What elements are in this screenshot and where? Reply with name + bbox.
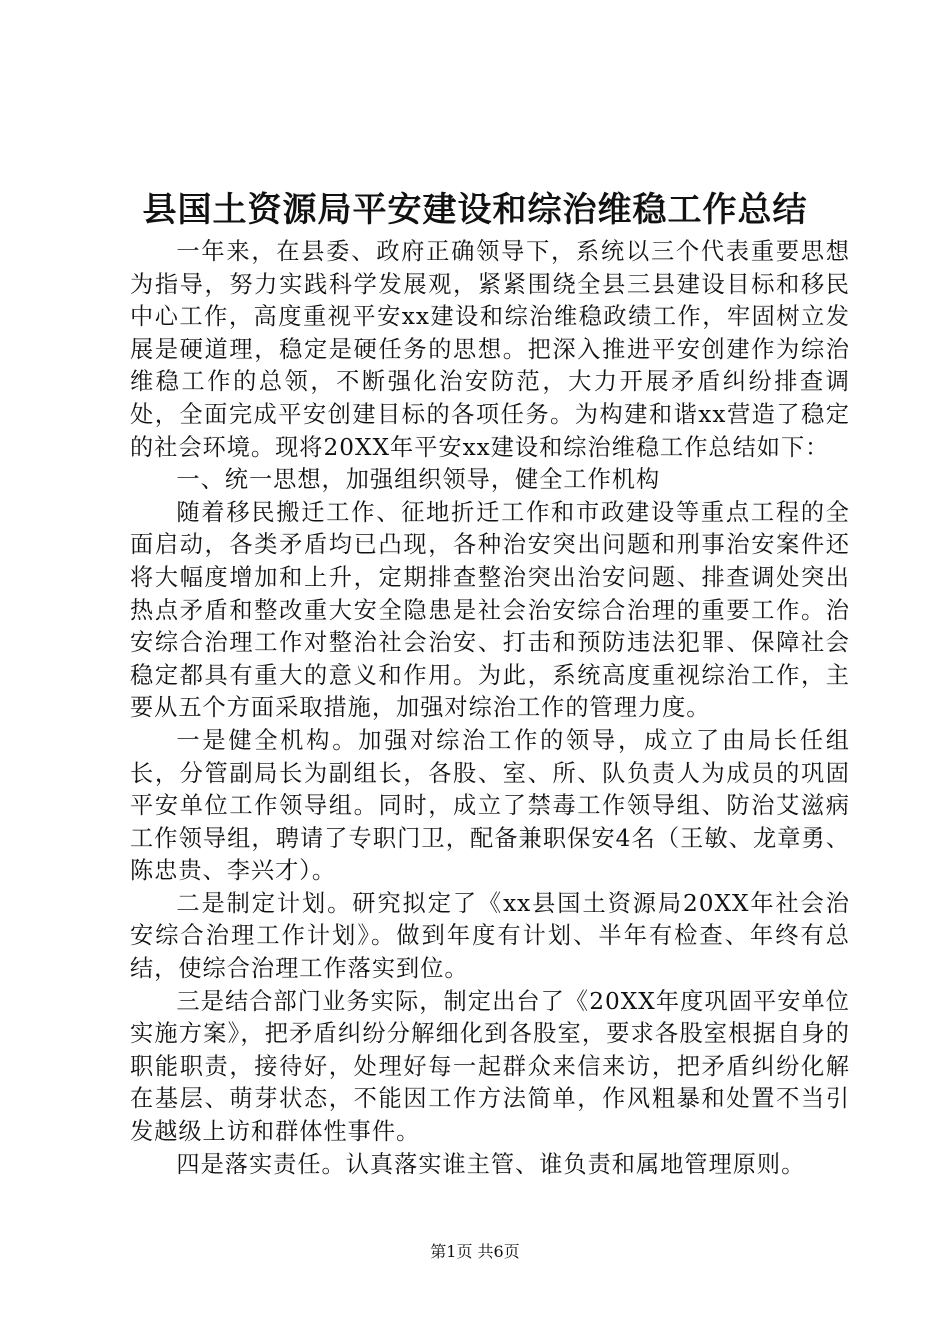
paragraph-background: 随着移民搬迁工作、征地折迁工作和市政建设等重点工程的全面启动，各类矛盾均已凸现，各种治安突出问题和刑事治安案件还将大幅度增加和上升，定期排查整治突出治安问题、排查调处突出热点矛盾和整改重大安全隐患是社会治安综合治理的重要工作。治安综合治理工作对整治社会治安、打击和预防违法犯罪、保障社会稳定都具有重大的意义和作用。为此，系统高度重视综治工作，主要从五个方面采取措施，加强对综治工作的管理力度。 <box>130 498 850 722</box>
paragraph-measure-3: 三是结合部门业务实际，制定出台了《20XX年度巩固平安单位实施方案》，把矛盾纠纷分解细化到各股室，要求各股室根据自身的职能职责，接待好，处理好每一起群众来信来访，把矛盾纠纷化解在基层、萌芽状态，不能因工作方法简单，作风粗暴和处置不当引发越级上访和群体性事件。 <box>130 987 850 1146</box>
paragraph-measure-4: 四是落实责任。认真落实谁主管、谁负责和属地管理原则。 <box>176 1150 806 1178</box>
paragraph-measure-1: 一是健全机构。加强对综治工作的领导，成立了由局长任组长，分管副局长为副组长，各股、室、所、队负责人为成员的巩固平安单位工作领导组。同时，成立了禁毒工作领导组、防治艾滋病工作领导组，聘请了专职门卫，配备兼职保安4名（王敏、龙章勇、陈忠贵、李兴才）。 <box>130 726 850 885</box>
document-body <box>130 236 850 1181</box>
section-heading-1: 一、统一思想，加强组织领导，健全工作机构 <box>176 466 661 494</box>
paragraph-intro: 一年来，在县委、政府正确领导下，系统以三个代表重要思想为指导，努力实践科学发展观，紧紧围绕全县三县建设目标和移民中心工作，高度重视平安xx建设和综治维稳政绩工作，牢固树立发展是硬道理，稳定是硬任务的思想。把深入推进平安创建作为综治维稳工作的总领，不断强化治安防范，大力开展矛盾纠纷排查调处，全面完成平安创建目标的各项任务。为构建和谐xx营造了稳定的社会环境。现将20XX年平安xx建设和综治维稳工作总结如下： <box>130 238 850 461</box>
page-footer: 第1页 共6页 <box>430 1242 520 1261</box>
paragraph-measure-2: 二是制定计划。研究拟定了《xx县国土资源局20XX年社会治安综合治理工作计划》。做到年度有计划、半年有检查、年终有总结，使综合治理工作落实到位。 <box>130 889 850 983</box>
document-title: 县国土资源局平安建设和综治维稳工作总结 <box>142 190 808 230</box>
